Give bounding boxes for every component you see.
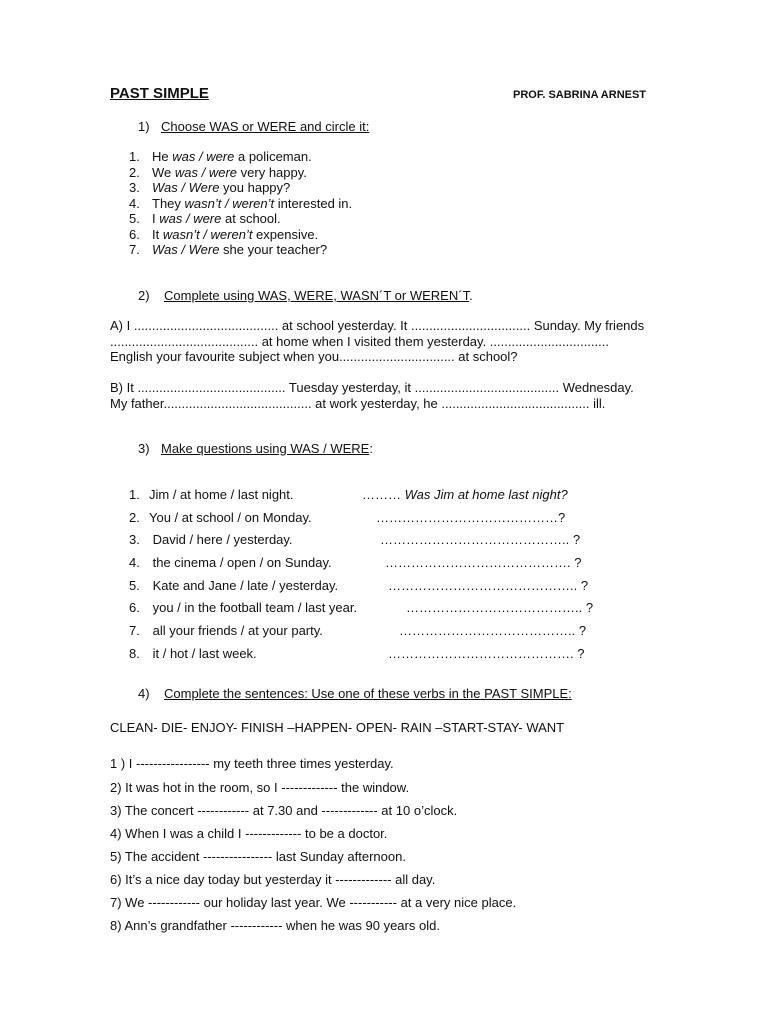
example-answer: Was Jim at home last night? xyxy=(404,487,568,502)
question-row xyxy=(129,623,323,639)
question-row xyxy=(129,487,294,503)
exercise-item xyxy=(129,165,352,181)
sentence-item: 2) It was hot in the room, so I ------------- the window. xyxy=(110,780,410,795)
answer-dots: …………………………………….. ? xyxy=(380,532,581,547)
answer-dots: ………………………………….. ? xyxy=(399,623,587,638)
answer-blank[interactable] xyxy=(388,578,588,593)
question-row xyxy=(129,555,332,571)
item-number: 6. xyxy=(129,600,140,615)
item-text: very happy. xyxy=(237,164,307,180)
section-4-heading xyxy=(138,686,572,701)
item-text: I xyxy=(152,211,160,226)
item-choice[interactable]: Was / Were xyxy=(152,180,220,195)
answer-dots: ……… xyxy=(362,487,405,502)
answer-blank[interactable] xyxy=(388,646,584,661)
paragraph-a: A) I ........................................ at school yesterday. It ................................. Sunday. My friends ......................................... at home when I visited them yesterday. ................................. English your favourite subject when you................................ at school? xyxy=(110,318,645,364)
item-number: 4. xyxy=(129,555,140,570)
question-prompt: David / here / yesterday. xyxy=(149,532,293,547)
sentence-item: 4) When I was a child I ------------- to be a doctor. xyxy=(110,826,388,841)
sentence-item: 7) We ------------ our holiday last year. We ----------- at a very nice place. xyxy=(110,895,517,910)
item-number: 8. xyxy=(129,646,140,661)
question-row xyxy=(129,600,357,616)
item-number: 7. xyxy=(129,242,140,257)
question-row xyxy=(129,532,293,548)
answer-blank[interactable] xyxy=(376,510,565,525)
question-prompt: all your friends / at your party. xyxy=(149,623,323,638)
item-choice[interactable]: wasn’t / weren’t xyxy=(184,195,275,211)
exercise-item xyxy=(129,242,352,258)
answer-dots: ……………………………………. ? xyxy=(388,646,585,661)
item-text: He xyxy=(152,149,173,164)
exercise-item xyxy=(129,180,352,196)
item-number: 5. xyxy=(129,578,140,593)
section-number: 4) xyxy=(138,686,150,701)
exercise-item xyxy=(129,196,352,212)
section-number: 3) xyxy=(138,441,150,456)
item-text: expensive. xyxy=(252,226,319,242)
section-title: Complete using WAS, WERE, WASN´T or WEREN´T xyxy=(164,288,470,303)
item-text: We xyxy=(152,164,175,180)
item-choice[interactable]: was / were xyxy=(159,211,222,226)
answer-blank[interactable] xyxy=(385,555,581,570)
answer-dots: …………………………………….. ? xyxy=(388,578,589,593)
answer-dots: ……………………………………. ? xyxy=(385,555,582,570)
item-number: 4. xyxy=(129,195,140,211)
item-text: interested in. xyxy=(274,195,353,211)
item-number: 1. xyxy=(129,149,140,164)
question-row xyxy=(129,510,312,526)
exercise-item xyxy=(129,227,352,243)
section-number: 2) xyxy=(138,288,150,303)
sentence-item: 6) It’s a nice day today but yesterday it ------------- all day. xyxy=(110,872,436,887)
answer-blank[interactable] xyxy=(406,600,593,615)
item-number: 6. xyxy=(129,226,140,242)
question-prompt: you / in the football team / last year. xyxy=(149,600,358,615)
author-name: PROF. SABRINA ARNEST xyxy=(513,89,647,101)
section-title-end: . xyxy=(469,288,473,303)
item-text: It xyxy=(152,226,163,242)
question-prompt: it / hot / last week. xyxy=(149,646,257,661)
question-prompt: Jim / at home / last night. xyxy=(149,487,294,502)
section-number: 1) xyxy=(138,119,150,134)
sentence-item: 1 ) I ----------------- my teeth three times yesterday. xyxy=(110,756,394,771)
paragraph-b: B) It ......................................... Tuesday yesterday, it ........................................ Wednesday. My father......................................... at work yesterday, he ......................................... ill. xyxy=(110,380,634,411)
page-title: PAST SIMPLE xyxy=(110,85,209,102)
item-text: she your teacher? xyxy=(219,242,328,257)
item-text: They xyxy=(152,195,185,211)
section-title: Choose WAS or WERE and circle it: xyxy=(161,119,370,134)
answer-dots: ………………………………….. ? xyxy=(406,600,594,615)
answer-blank[interactable] xyxy=(380,532,580,547)
item-number: 5. xyxy=(129,211,140,226)
question-row xyxy=(129,578,338,594)
question-prompt: the cinema / open / on Sunday. xyxy=(149,555,332,570)
question-prompt: You / at school / on Monday. xyxy=(149,510,312,525)
question-row xyxy=(129,646,257,662)
answer-dots: ……………………………………? xyxy=(376,510,566,525)
item-choice[interactable]: was / were xyxy=(172,149,235,164)
answer-blank[interactable] xyxy=(362,487,568,502)
sentence-item: 8) Ann’s grandfather ------------ when he was 90 years old. xyxy=(110,918,440,933)
sentence-item: 3) The concert ------------ at 7.30 and ------------- at 10 o’clock. xyxy=(110,803,458,818)
exercise-item xyxy=(129,211,352,227)
section-3-heading xyxy=(138,441,373,456)
section-1-list xyxy=(129,149,352,258)
sentence-item: 5) The accident ---------------- last Sunday afternoon. xyxy=(110,849,406,864)
item-number: 7. xyxy=(129,623,140,638)
item-choice[interactable]: was / were xyxy=(174,164,238,180)
item-number: 2. xyxy=(129,164,140,180)
item-text: you happy? xyxy=(219,180,291,195)
section-title-end: : xyxy=(369,441,373,456)
item-text: a policeman. xyxy=(234,149,312,164)
item-text: at school. xyxy=(221,211,281,226)
section-title: Complete the sentences: Use one of these verbs in the PAST SIMPLE: xyxy=(164,686,572,701)
item-choice[interactable]: wasn’t / weren’t xyxy=(162,226,253,242)
answer-blank[interactable] xyxy=(399,623,586,638)
item-number: 1. xyxy=(129,487,140,502)
item-choice[interactable]: Was / Were xyxy=(152,242,220,257)
exercise-item xyxy=(129,149,352,165)
section-2-heading xyxy=(138,288,473,303)
verb-list: CLEAN- DIE- ENJOY- FINISH –HAPPEN- OPEN- RAIN –START-STAY- WANT xyxy=(110,720,565,735)
section-1-heading xyxy=(138,119,369,134)
item-number: 3. xyxy=(129,532,140,547)
question-prompt: Kate and Jane / late / yesterday. xyxy=(149,578,339,593)
section-title: Make questions using WAS / WERE xyxy=(161,441,370,456)
item-number: 2. xyxy=(129,510,140,525)
item-number: 3. xyxy=(129,180,140,195)
